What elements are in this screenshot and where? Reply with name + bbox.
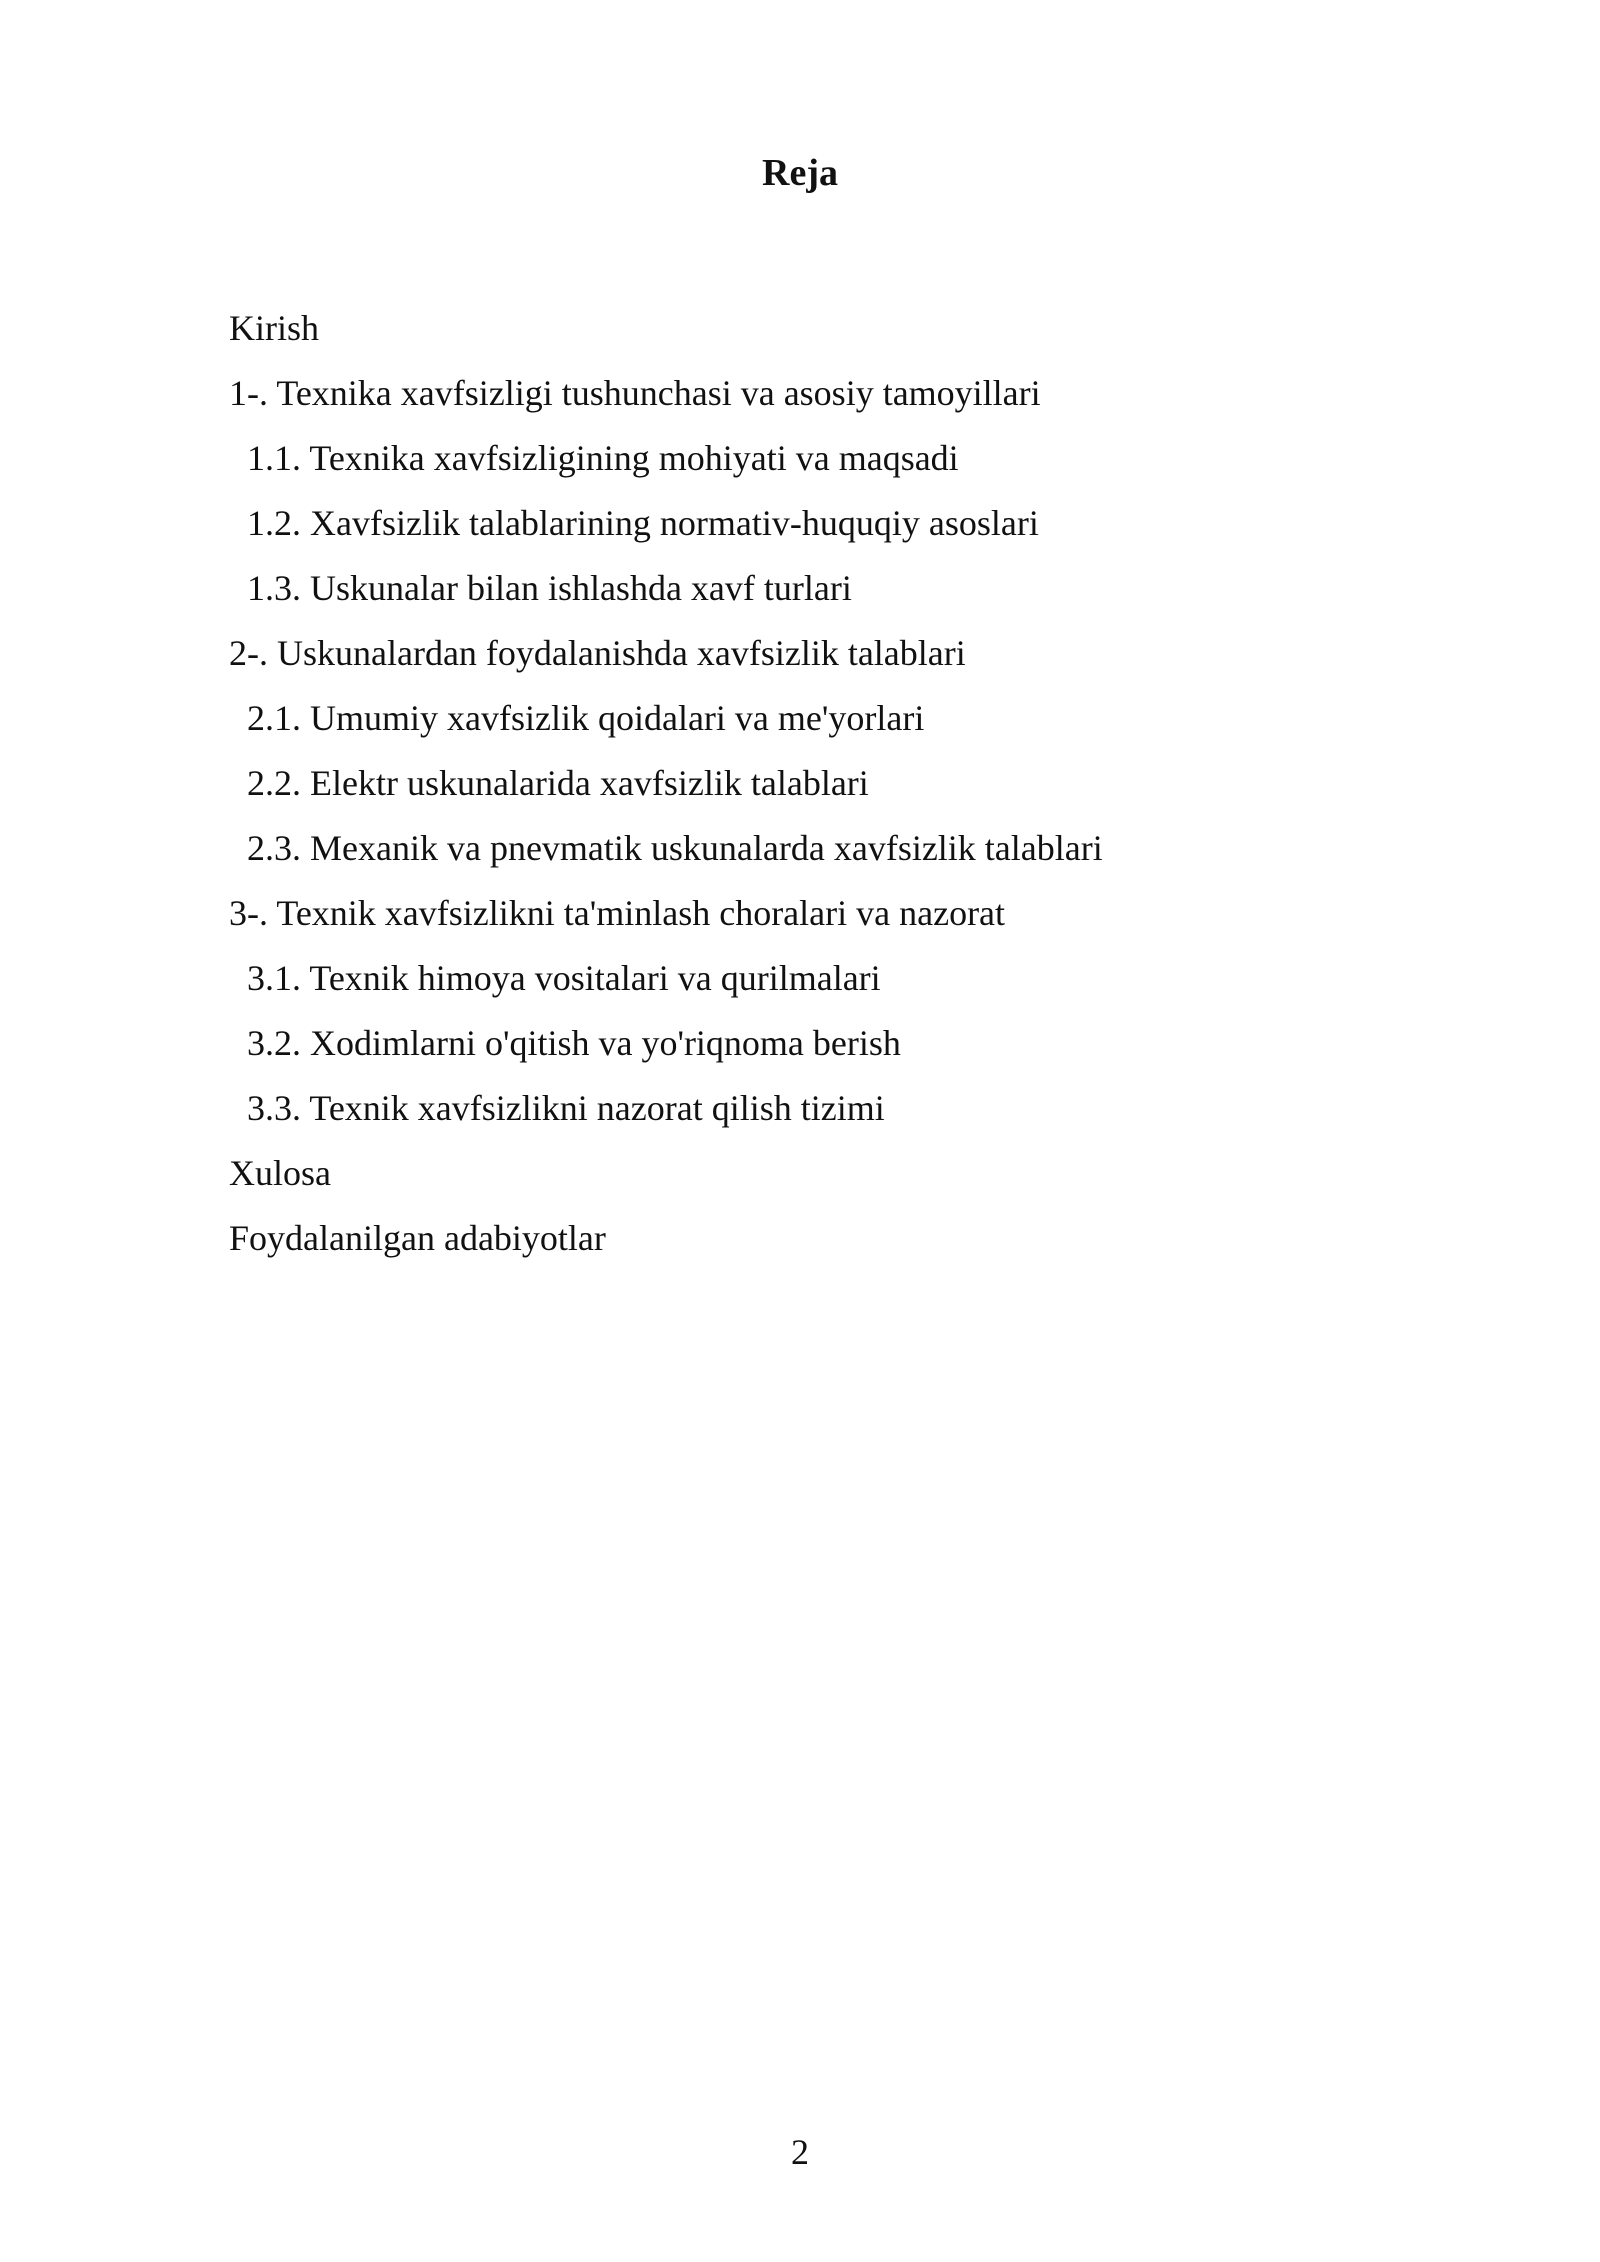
toc-item-conclusion: Xulosa: [229, 1153, 331, 1193]
toc-item-introduction: Kirish: [229, 308, 319, 348]
page-title: Reja: [762, 152, 838, 194]
toc-item-section-3-3: 3.3. Texnik xavfsizlikni nazorat qilish tizimi: [247, 1088, 885, 1128]
toc-item-section-3-2: 3.2. Xodimlarni o'qitish va yo'riqnoma berish: [247, 1023, 901, 1063]
toc-item-section-1-1: 1.1. Texnika xavfsizligining mohiyati va maqsadi: [247, 438, 959, 478]
toc-item-section-1-3: 1.3. Uskunalar bilan ishlashda xavf turlari: [247, 568, 852, 608]
toc-item-section-3-1: 3.1. Texnik himoya vositalari va qurilmalari: [247, 958, 881, 998]
toc-item-chapter-2: 2-. Uskunalardan foydalanishda xavfsizlik talablari: [229, 633, 966, 673]
page-number: 2: [791, 2132, 809, 2172]
toc-item-section-2-1: 2.1. Umumiy xavfsizlik qoidalari va me'yorlari: [247, 698, 925, 738]
toc-item-references: Foydalanilgan adabiyotlar: [229, 1218, 606, 1258]
toc-item-chapter-1: 1-. Texnika xavfsizligi tushunchasi va asosiy tamoyillari: [229, 373, 1041, 413]
toc-item-section-2-3: 2.3. Mexanik va pnevmatik uskunalarda xavfsizlik talablari: [247, 828, 1103, 868]
toc-item-chapter-3: 3-. Texnik xavfsizlikni ta'minlash choralari va nazorat: [229, 893, 1006, 933]
toc-item-section-2-2: 2.2. Elektr uskunalarida xavfsizlik talablari: [247, 763, 869, 803]
toc-item-section-1-2: 1.2. Xavfsizlik talablarining normativ-huquqiy asoslari: [247, 503, 1039, 543]
table-of-contents: [229, 296, 1103, 1271]
